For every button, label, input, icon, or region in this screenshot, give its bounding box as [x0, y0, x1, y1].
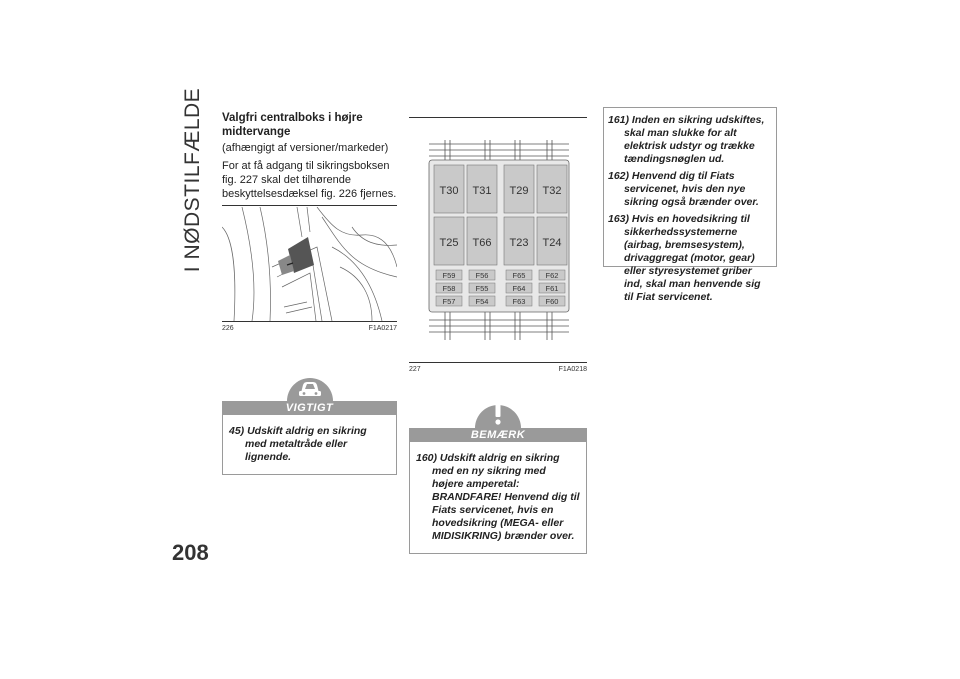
page-number: 208 [172, 540, 209, 565]
section-heading: Valgfri centralboks i højre midtervange [222, 112, 363, 138]
fuse-label: F56 [475, 271, 489, 280]
fuse-label: F63 [512, 297, 526, 306]
figure-bottom-rule [409, 362, 587, 363]
note-162: 162) Henvend dig til Fiats servicenet, hvis den nye sikring også brænder over. [608, 170, 759, 208]
relay-label: T25 [439, 237, 459, 249]
relay-label: T31 [472, 185, 492, 197]
figure-top-rule [222, 205, 397, 206]
console-illustration [222, 207, 397, 321]
car-warning-icon [285, 365, 335, 401]
warning-box [222, 365, 397, 475]
fuse-label: F65 [512, 271, 526, 280]
relay-label: T23 [509, 237, 529, 249]
figure-number: 227 [409, 366, 421, 373]
column-top-rule [409, 117, 587, 118]
fuse-label: F58 [442, 284, 456, 293]
figure-227 [409, 130, 587, 373]
remark-content [409, 442, 587, 554]
warning-title: VIGTIGT [222, 401, 397, 415]
section-paragraph: For at få adgang til sikringsboksen fig. 227 skal det tilhørende beskyttelsesdæksel fig. 226 fjernes. [222, 160, 397, 200]
fuse-label: F54 [475, 297, 489, 306]
figure-number: 226 [222, 325, 234, 332]
relay-label: T66 [472, 237, 492, 249]
fuse-label: F64 [512, 284, 526, 293]
fuse-label: F57 [442, 297, 456, 306]
remark-note: 160) Udskift aldrig en sikring med en ny sikring med højere amperetal: BRANDFARE! Henvend dig til Fiats servicenet, hvis en hovedsikring (MEGA- eller MIDISIKRING) brænder over. [416, 452, 580, 542]
warning-note: 45) Udskift aldrig en sikring med metaltråde eller lignende. [229, 425, 367, 463]
relay-label: T30 [439, 185, 459, 197]
exclamation-warning-icon [473, 392, 523, 428]
figure-code: F1A0218 [558, 366, 587, 373]
section-intro [222, 111, 397, 201]
remark-title: BEMÆRK [409, 428, 587, 442]
fuse-label: F60 [545, 297, 559, 306]
fuse-label: F61 [545, 284, 559, 293]
note-161: 161) Inden en sikring udskiftes, skal man slukke for alt elektrisk udstyr og trække tændingsnøglen ud. [608, 114, 765, 165]
chapter-tab-label: I NØDSTILFÆLDE [181, 87, 204, 273]
relay-label: T29 [509, 185, 529, 197]
fuse-label: F59 [442, 271, 456, 280]
notes-box [603, 107, 777, 303]
fusebox-diagram [409, 130, 587, 360]
warning-content [222, 415, 397, 475]
relay-label: T24 [542, 237, 562, 249]
remark-box [409, 392, 587, 554]
fuse-label: F55 [475, 284, 489, 293]
relay-label: T32 [542, 185, 562, 197]
figure-code: F1A0217 [368, 325, 397, 332]
note-163: 163) Hvis en hovedsikring til sikkerhedssystemerne (airbag, bremsesystem), drivaggregat (motor, gear) eller styresystemet griber ind, skal man henvende sig til Fiat servicenet. [608, 213, 761, 303]
fuse-label: F62 [545, 271, 559, 280]
figure-226 [222, 205, 397, 337]
figure-bottom-rule [222, 321, 397, 322]
chapter-tab [178, 87, 208, 273]
section-subheading: (afhængigt af versioner/markeder) [222, 142, 389, 154]
